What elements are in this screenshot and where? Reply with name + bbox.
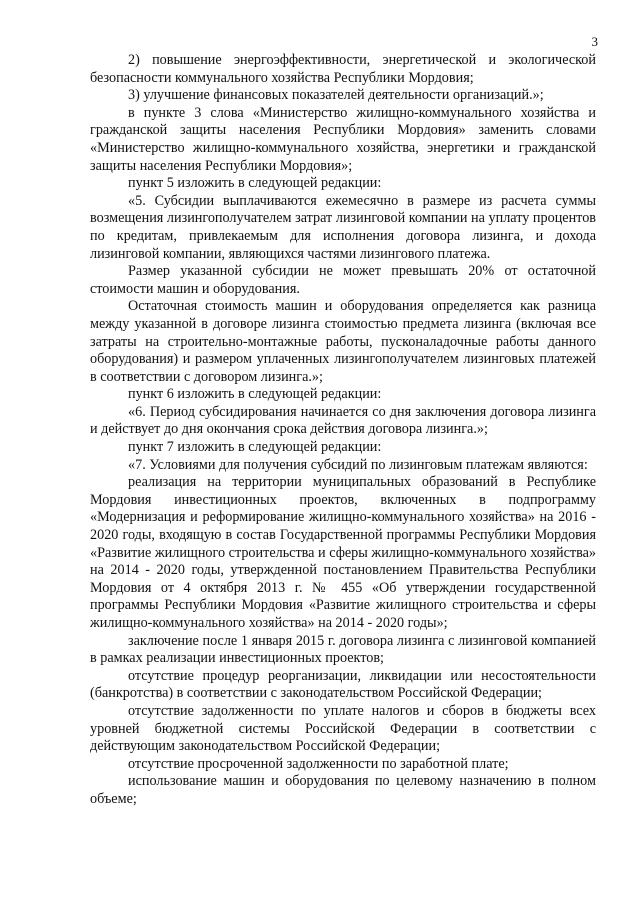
page-number: 3 <box>591 34 598 49</box>
paragraph-point-6-intro: пункт 6 изложить в следующей редакции: <box>128 386 382 403</box>
document-body <box>90 52 596 809</box>
paragraph-condition-no-wage-arrears: отсутствие просроченной задолженности по заработной плате; <box>128 755 509 772</box>
paragraph-point-6-text: «6. Период субсидирования начинается со дня заключения договора лизинга и действует до дня окончания срока действия договора лизинга.»; <box>90 403 596 438</box>
paragraph-point-3-replace: в пункте 3 слова «Министерство жилищно-коммунального хозяйства и гражданской защиты населения Республики Мордовия» заменить словами «Министерство жилищно-коммунального хозяйства, энергетики и гражданской защиты населения Республики Мордовия»; <box>90 104 596 174</box>
paragraph-condition-contract: заключение после 1 января 2015 г. договора лизинга с лизинговой компанией в рамках реализации инвестиционных проектов; <box>90 632 596 667</box>
paragraph-item-2: 2) повышение энергоэффективности, энергетической и экологической безопасности коммунального хозяйства Республики Мордовия; <box>90 52 596 86</box>
paragraph-point-7-intro: пункт 7 изложить в следующей редакции: <box>128 439 382 456</box>
paragraph-point-7-text: «7. Условиями для получения субсидий по лизинговым платежам являются: <box>128 456 588 473</box>
paragraph-residual-value: Остаточная стоимость машин и оборудования определяется как разница между указанной в договоре лизинга стоимостью предмета лизинга (включая все затраты на строительно-монтажные работы, пусконаладочные работы данного оборудования) и размером уплаченных лизингополучателем лизинговых платежей в соответствии с договором лизинга.»; <box>90 298 596 385</box>
paragraph-point-5-text: «5. Субсидии выплачиваются ежемесячно в размере из расчета суммы возмещения лизингополучателем затрат лизинговой компании на уплату процентов по кредитам, привлекаемым для исполнения договора лизинга, и дохода лизинговой компании, являющихся частями лизингового платежа. <box>90 192 596 262</box>
paragraph-condition-no-bankruptcy: отсутствие процедур реорганизации, ликвидации или несостоятельности (банкротства) в соответствии с законодательством Российской Федерации; <box>90 667 596 702</box>
paragraph-condition-no-tax-debt: отсутствие задолженности по уплате налогов и сборов в бюджеты всех уровней бюджетной системы Российской Федерации в соответствии с действующим законодательством Российской Федерации; <box>90 702 596 755</box>
paragraph-condition-projects: реализация на территории муниципальных образований в Республике Мордовия инвестиционных проектов, включенных в подпрограмму «Модернизация и реформирование жилищно-коммунального хозяйства» на 2016 - 2020 годы, входящую в состав Государственной программы Республики Мордовия «Развитие жилищного строительства и сферы жилищно-коммунального хозяйства» на 2014 - 2020 годы, утвержденной постановлением Правительства Республики Мордовия от 4 октября 2013 г. № 455 «Об утверждении государственной программы Республики Мордовия «Развитие жилищного строительства и сферы жилищно-коммунального хозяйства» на 2014 - 2020 годы»; <box>90 474 596 631</box>
paragraph-point-5-intro: пункт 5 изложить в следующей редакции: <box>128 175 382 192</box>
paragraph-subsidy-limit: Размер указанной субсидии не может превышать 20% от остаточной стоимости машин и оборудования. <box>90 263 596 297</box>
paragraph-item-3: 3) улучшение финансовых показателей деятельности организаций.»; <box>128 87 544 104</box>
paragraph-condition-target-use: использование машин и оборудования по целевому назначению в полном объеме; <box>90 773 596 807</box>
